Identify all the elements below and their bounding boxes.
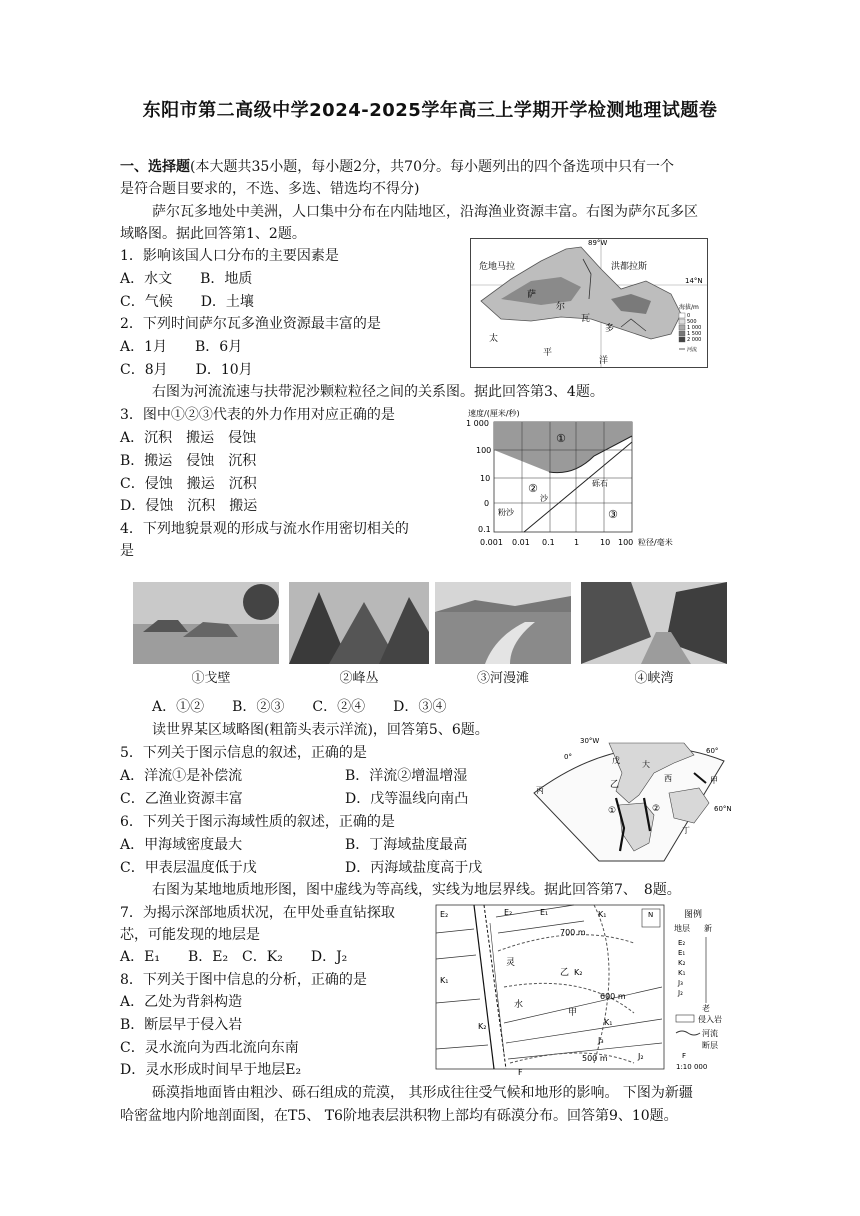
map2-label-jia: 甲 (710, 776, 718, 785)
question-6-option-b: B．丁海域盐度最高 (345, 837, 468, 853)
question-4-options: A．①② B．②③ C．②④ D．③④ (152, 699, 447, 715)
map1-label-ping: 平 (543, 348, 553, 358)
map1-label-er: 尔 (556, 302, 566, 312)
passage-1: 萨尔瓦多地处中美洲，人口集中分布在内陆地区，沿海渔业资源丰富。右图为萨尔瓦多区 (152, 204, 698, 220)
geo-label-j3: J₃ (598, 1036, 604, 1045)
chart-xtick-001: 0.01 (512, 538, 530, 547)
map2-label-lat: 60°N (714, 805, 732, 813)
question-2-options-ab: A．1月 B．6月 (120, 339, 243, 355)
map1-label-wa: 瓦 (581, 314, 591, 324)
chart-label-sand: 沙 (540, 494, 548, 503)
question-8-option-b: B．断层早于侵入岩 (120, 1017, 243, 1033)
map1-legend-title: 海拔/m (679, 304, 699, 311)
question-3-option-d: D．侵蚀 沉积 搬运 (120, 498, 258, 514)
question-3-stem: 3．图中①②③代表的外力作用对应正确的是 (120, 407, 395, 423)
photo-fjord (581, 582, 727, 664)
photo-caption-peak-cluster: ②峰丛 (339, 671, 379, 686)
passage-3: 读世界某区域略图(粗箭头表示洋流)，回答第5、6题。 (152, 722, 489, 738)
passage-4: 右图为某地地质地形图，图中虚线为等高线，实线为地层界线。据此回答第7、 8题。 (152, 882, 681, 898)
ocean-current-map (524, 733, 734, 865)
question-1-options-cd: C．气候 D．土壤 (120, 294, 254, 310)
map2-label-bing: 丙 (536, 786, 544, 795)
map2-label-yi: 乙 (610, 780, 620, 790)
geo-legend-fault-f: F (682, 1052, 687, 1060)
chart-ylabel: 速度/(厘米/秒) (468, 409, 520, 418)
chart-zone-2: ② (528, 482, 538, 495)
map1-label-sa: 萨 (527, 290, 537, 300)
map1-legend-1000: 1 000 (687, 325, 702, 331)
passage-1-cont: 域略图。据此回答第1、2题。 (120, 226, 306, 242)
question-2-stem: 2．下列时间萨尔瓦多渔业资源最丰富的是 (120, 316, 381, 332)
question-3-option-a: A．沉积 搬运 侵蚀 (120, 430, 257, 446)
map1-label-lon: 89°W (588, 239, 608, 247)
map1-label-duo: 多 (605, 324, 615, 334)
geo-legend-k1: K₁ (678, 969, 686, 977)
geo-label-k1-right: K₁ (604, 1018, 613, 1027)
photo-floodplain (435, 582, 571, 664)
geo-label-e2: E₂ (440, 910, 449, 919)
question-6-stem: 6．下列关于图示海域性质的叙述，正确的是 (120, 814, 395, 830)
question-7-options: A．E₁ B．E₂ C．K₂ D．J₂ (120, 949, 348, 965)
map1-legend-0: 0 (687, 313, 691, 319)
question-3-option-b: B．搬运 侵蚀 沉积 (120, 453, 257, 469)
question-8-option-a: A．乙处为背斜构造 (120, 994, 243, 1010)
question-2-options-cd: C．8月 D．10月 (120, 362, 253, 378)
geo-legend-e1: E₁ (678, 949, 686, 957)
north-arrow-icon: N (648, 911, 654, 919)
geo-legend-intrusive: 侵入岩 (698, 1015, 722, 1024)
geo-legend-j3: J₃ (678, 979, 683, 987)
geo-label-k1-left: K₁ (440, 976, 449, 985)
question-5-option-b: B．洋流②增温增湿 (345, 768, 468, 784)
chart-ytick-0: 0 (484, 499, 490, 508)
map2-label-lon60: 60° (706, 747, 719, 755)
map1-legend-500: 500 (687, 319, 697, 325)
geo-contour-500: 500 m (582, 1054, 608, 1063)
question-1-stem: 1．影响该国人口分布的主要因素是 (120, 248, 339, 264)
section-description-cont: 是符合题目要求的，不选、多选、错选均不得分) (120, 181, 420, 197)
question-5-option-c: C．乙渔业资源丰富 (120, 791, 243, 807)
question-1-options-ab: A．水文 B．地质 (120, 271, 253, 287)
chart-xtick-0001: 0.001 (480, 538, 503, 547)
map2-label-wu: 戊 (612, 756, 620, 765)
geo-label-yi: 乙 (560, 968, 570, 978)
photo-gobi (133, 582, 279, 664)
chart-label-gravel: 砾石 (592, 479, 608, 488)
chart-ytick-100: 100 (476, 446, 492, 455)
page-title: 东阳市第二高级中学2024-2025学年高三上学期开学检测地理试题卷 (142, 100, 718, 121)
section-description: (本大题共35小题，每小题2分，共70分。每小题列出的四个备选项中只有一个 (190, 159, 674, 175)
map2-label-da: 大 (642, 760, 650, 769)
geo-legend-layer: 地层 (674, 924, 690, 933)
geo-label-k1-top: K₁ (598, 910, 607, 919)
chart-ytick-01: 0.1 (478, 525, 491, 534)
chart-xtick-1: 1 (574, 538, 580, 547)
geologic-map (434, 903, 734, 1075)
photo-caption-floodplain: ③河漫滩 (476, 671, 529, 686)
geo-legend-river: 河流 (702, 1029, 718, 1038)
chart-ytick-10: 10 (480, 474, 491, 483)
map1-label-honduras: 洪都拉斯 (611, 262, 648, 272)
chart-xlabel: 粒径/毫米 (638, 538, 673, 547)
question-8-option-c: C．灵水流向为西北流向东南 (120, 1040, 299, 1056)
geo-contour-600: 600 m (600, 992, 626, 1001)
geo-label-shui: 水 (514, 1000, 524, 1010)
geo-label-e1: E₁ (540, 908, 549, 917)
photo-caption-gobi: ①戈壁 (191, 671, 231, 686)
map1-label-yang: 洋 (599, 356, 609, 366)
geo-legend-title: 图例 (684, 910, 703, 920)
geo-legend-new: 新 (704, 924, 712, 933)
question-8-option-d: D．灵水形成时间早于地层E₂ (120, 1062, 302, 1078)
section-heading: 一、选择题 (120, 159, 190, 175)
map1-label-guatemala: 危地马拉 (479, 262, 516, 272)
chart-xtick-10: 10 (600, 538, 611, 547)
photo-caption-fjord: ④峡湾 (634, 671, 674, 686)
passage-2: 右图为河流流速与扶带泥沙颗粒粒径之间的关系图。据此回答第3、4题。 (152, 384, 604, 400)
map2-label-xi: 西 (664, 774, 672, 783)
geo-label-j2: J₂ (638, 1052, 644, 1061)
geo-legend-old: 老 (702, 1004, 710, 1013)
question-6-option-d: D．丙海域盐度高于戊 (345, 860, 483, 876)
geo-legend-k2: K₂ (678, 959, 686, 967)
map1-label-lat: 14°N (685, 277, 703, 285)
geo-label-k2-center: K₂ (574, 968, 583, 977)
chart-zone-3: ③ (608, 508, 618, 521)
map2-label-current2: ② (652, 804, 661, 814)
map2-label-current1: ① (608, 806, 617, 816)
map2-label-ding: 丁 (682, 826, 690, 835)
geo-label-e2-b: E₂ (504, 908, 513, 917)
geo-legend-scale: 1:10 000 (676, 1063, 708, 1071)
geo-label-ling: 灵 (506, 958, 516, 968)
question-5-option-a: A．洋流①是补偿流 (120, 768, 243, 784)
photo-peak-cluster (289, 582, 429, 664)
map1-label-tai: 太 (489, 334, 499, 344)
passage-5: 砾漠指地面皆由粗沙、砾石组成的荒漠， 其形成往往受气候和地形的影响。 下图为新疆 (152, 1085, 693, 1101)
el-salvador-map (470, 238, 708, 368)
question-4-stem-cont: 是 (120, 543, 134, 559)
geo-legend-j2: J₂ (678, 989, 683, 997)
geo-legend-fault: 断层 (702, 1041, 718, 1050)
map1-legend-2000: 2 000 (687, 337, 702, 343)
question-7-stem-cont: 芯，可能发现的地层是 (120, 927, 260, 943)
velocity-grain-chart (464, 406, 694, 550)
chart-ytick-1000: 1 000 (466, 419, 489, 428)
map2-label-lon0: 0° (564, 753, 572, 761)
question-6-option-c: C．甲表层温度低于戊 (120, 860, 257, 876)
question-5-option-d: D．戊等温线向南凸 (345, 791, 469, 807)
chart-zone-1: ① (556, 432, 566, 445)
passage-5-cont: 哈密盆地内阶地剖面图，在T5、 T6阶地表层洪积物上部均有砾漠分布。回答第9、10题。 (120, 1108, 678, 1124)
geo-label-jia: 甲 (568, 1008, 578, 1018)
chart-label-silt: 粉沙 (498, 508, 514, 517)
chart-xtick-01: 0.1 (542, 538, 555, 547)
geo-label-k2: K₂ (478, 1022, 487, 1031)
question-6-option-a: A．甲海域密度最大 (120, 837, 243, 853)
question-4-stem: 4．下列地貌景观的形成与流水作用密切相关的 (120, 521, 409, 537)
map1-legend-river: 河流 (687, 347, 698, 353)
map1-legend-1500: 1 500 (687, 331, 702, 337)
geo-contour-700: 700 m (560, 928, 586, 937)
question-3-option-c: C．侵蚀 搬运 沉积 (120, 476, 257, 492)
chart-xtick-100: 100 (618, 538, 634, 547)
geo-legend-e2: E₂ (678, 939, 686, 947)
map2-label-lon30: 30°W (580, 737, 600, 745)
question-5-stem: 5．下列关于图示信息的叙述，正确的是 (120, 745, 367, 761)
section-intro (120, 156, 674, 178)
geo-label-fault-f: F (518, 1068, 523, 1075)
question-8-stem: 8．下列关于图中信息的分析，正确的是 (120, 972, 367, 988)
question-7-stem: 7．为揭示深部地质状况，在甲处垂直钻探取 (120, 905, 395, 921)
